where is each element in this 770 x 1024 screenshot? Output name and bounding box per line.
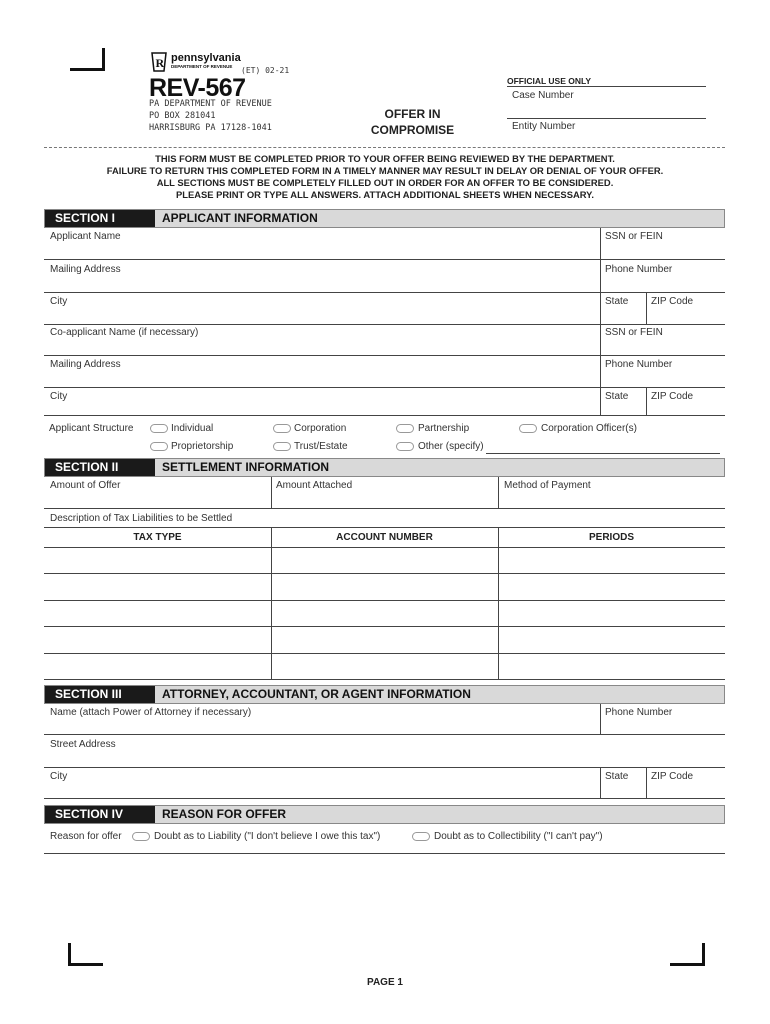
notice-top-rule <box>44 147 725 148</box>
section-3-number: SECTION III <box>45 686 155 703</box>
section-3-header <box>44 685 725 704</box>
radio-doubt-collectibility[interactable] <box>412 832 430 841</box>
coapplicant-state-field[interactable]: State <box>605 391 629 402</box>
option-trust-estate-label: Trust/Estate <box>294 441 348 452</box>
ssn-fein-field[interactable]: SSN or FEIN <box>605 231 663 242</box>
department-address <box>149 98 272 134</box>
address-line: PO BOX 281041 <box>149 111 216 121</box>
applicant-structure-label: Applicant Structure <box>49 423 134 434</box>
tax-liabilities-description-label: Description of Tax Liabilities to be Settled <box>50 513 233 524</box>
amount-attached-field[interactable]: Amount Attached <box>276 480 353 491</box>
section-4-number: SECTION IV <box>45 806 155 823</box>
table-row[interactable] <box>44 547 725 548</box>
corner-mark-bottom-right <box>670 943 705 966</box>
radio-doubt-liability[interactable] <box>132 832 150 841</box>
table-header-account-number: ACCOUNT NUMBER <box>336 532 433 543</box>
address-line: PA DEPARTMENT OF REVENUE <box>149 99 272 109</box>
page-number: PAGE 1 <box>367 977 403 988</box>
svg-text:R: R <box>155 56 165 70</box>
agent-city-field[interactable]: City <box>50 771 68 782</box>
other-specify-field[interactable] <box>486 453 720 454</box>
section-1-header <box>44 209 725 228</box>
field-rule <box>44 387 725 388</box>
field-rule <box>44 259 725 260</box>
column-divider <box>600 228 601 325</box>
section-2-title: SETTLEMENT INFORMATION <box>162 460 330 474</box>
option-other-label: Other (specify) <box>418 441 484 452</box>
section-2-number: SECTION II <box>45 459 155 476</box>
amount-of-offer-field[interactable]: Amount of Offer <box>50 480 121 491</box>
column-divider <box>646 292 647 325</box>
address-line: HARRISBURG PA 17128-1041 <box>149 123 272 133</box>
form-title <box>355 106 470 138</box>
mailing-address-field[interactable]: Mailing Address <box>50 264 121 275</box>
city-field[interactable]: City <box>50 296 68 307</box>
option-corporation-officers-label: Corporation Officer(s) <box>541 423 637 434</box>
column-divider <box>600 325 601 415</box>
column-divider <box>646 767 647 798</box>
official-use-label: OFFICIAL USE ONLY <box>507 76 592 86</box>
coapplicant-zip-code-field[interactable]: ZIP Code <box>651 391 694 402</box>
corner-mark-bottom-left <box>68 943 103 966</box>
method-of-payment-field[interactable]: Method of Payment <box>504 480 591 491</box>
section-4-header <box>44 805 725 824</box>
column-divider <box>271 477 272 508</box>
field-rule <box>44 355 725 356</box>
notice-line: ALL SECTIONS MUST BE COMPLETELY FILLED OUT IN ORDER FOR AN OFFER TO BE CONSIDERED. <box>156 177 614 188</box>
table-row[interactable] <box>44 573 725 574</box>
option-partnership-label: Partnership <box>418 423 470 434</box>
case-number-field[interactable] <box>507 118 706 119</box>
entity-number-label: Entity Number <box>512 121 576 132</box>
field-rule <box>44 734 725 735</box>
radio-partnership[interactable] <box>396 424 414 433</box>
field-rule <box>44 415 725 416</box>
case-number-label: Case Number <box>512 90 574 101</box>
table-header-tax-type: TAX TYPE <box>133 532 182 543</box>
logo-text: pennsylvania <box>171 52 241 64</box>
option-individual-label: Individual <box>171 423 214 434</box>
coapplicant-name-field[interactable]: Co-applicant Name (if necessary) <box>50 327 199 338</box>
logo-subtext: DEPARTMENT OF REVENUE <box>171 64 233 69</box>
keystone-icon <box>150 52 168 72</box>
table-header-periods: PERIODS <box>588 532 634 543</box>
corner-mark-top-left <box>70 48 105 71</box>
option-corporation-label: Corporation <box>294 423 347 434</box>
section-3-title: ATTORNEY, ACCOUNTANT, OR AGENT INFORMATION <box>162 687 471 701</box>
field-rule <box>44 853 725 854</box>
notice-line: FAILURE TO RETURN THIS COMPLETED FORM IN A TIMELY MANNER MAY RESULT IN DELAY OR DENIAL OF YOUR OFFER. <box>106 165 664 176</box>
field-rule <box>44 508 725 509</box>
phone-number-field[interactable]: Phone Number <box>605 264 673 275</box>
radio-corporation[interactable] <box>273 424 291 433</box>
coapplicant-city-field[interactable]: City <box>50 391 68 402</box>
radio-other[interactable] <box>396 442 414 451</box>
field-rule <box>44 798 725 799</box>
form-title-line: COMPROMISE <box>370 123 455 137</box>
table-column-divider <box>271 528 272 680</box>
notice-line: THIS FORM MUST BE COMPLETED PRIOR TO YOUR OFFER BEING REVIEWED BY THE DEPARTMENT. <box>155 153 615 164</box>
table-top-rule <box>44 527 725 528</box>
table-bottom-rule <box>44 679 725 680</box>
column-divider <box>498 477 499 508</box>
radio-proprietorship[interactable] <box>150 442 168 451</box>
pa-logo <box>150 52 240 72</box>
radio-trust-estate[interactable] <box>273 442 291 451</box>
agent-state-field[interactable]: State <box>605 771 629 782</box>
form-code: (ET) 02-21 <box>241 66 290 75</box>
form-title-line: OFFER IN <box>384 107 441 121</box>
reason-for-offer-label: Reason for offer <box>50 831 122 842</box>
agent-name-field[interactable]: Name (attach Power of Attorney if necessary) <box>50 707 252 718</box>
agent-phone-number-field[interactable]: Phone Number <box>605 707 673 718</box>
applicant-name-field[interactable]: Applicant Name <box>50 231 121 242</box>
option-proprietorship-label: Proprietorship <box>171 441 234 452</box>
section-1-title: APPLICANT INFORMATION <box>162 211 318 225</box>
radio-corporation-officers[interactable] <box>519 424 537 433</box>
notice-line: PLEASE PRINT OR TYPE ALL ANSWERS. ATTACH ADDITIONAL SHEETS WHEN NECESSARY. <box>176 189 594 200</box>
coapplicant-phone-number-field[interactable]: Phone Number <box>605 359 673 370</box>
coapplicant-mailing-address-field[interactable]: Mailing Address <box>50 359 121 370</box>
radio-individual[interactable] <box>150 424 168 433</box>
official-use-rule <box>507 86 706 87</box>
section-1-number: SECTION I <box>45 210 155 227</box>
agent-zip-code-field[interactable]: ZIP Code <box>651 771 694 782</box>
column-divider <box>600 704 601 734</box>
coapplicant-ssn-fein-field[interactable]: SSN or FEIN <box>605 327 663 338</box>
table-row[interactable] <box>44 600 725 601</box>
zip-code-field[interactable]: ZIP Code <box>651 296 694 307</box>
option-doubt-liability-label: Doubt as to Liability ("I don't believe I owe this tax") <box>154 831 381 842</box>
state-field[interactable]: State <box>605 296 629 307</box>
column-divider <box>600 767 601 798</box>
table-row[interactable] <box>44 653 725 654</box>
table-row[interactable] <box>44 626 725 627</box>
column-divider <box>646 388 647 415</box>
section-4-title: REASON FOR OFFER <box>162 807 287 821</box>
field-rule <box>44 292 725 293</box>
agent-street-address-field[interactable]: Street Address <box>50 739 116 750</box>
field-rule <box>44 767 725 768</box>
section-2-header <box>44 458 725 477</box>
table-column-divider <box>498 528 499 680</box>
form-number: REV-567 <box>149 74 246 102</box>
option-doubt-collectibility-label: Doubt as to Collectibility ("I can't pay") <box>434 831 603 842</box>
field-rule <box>44 324 725 325</box>
